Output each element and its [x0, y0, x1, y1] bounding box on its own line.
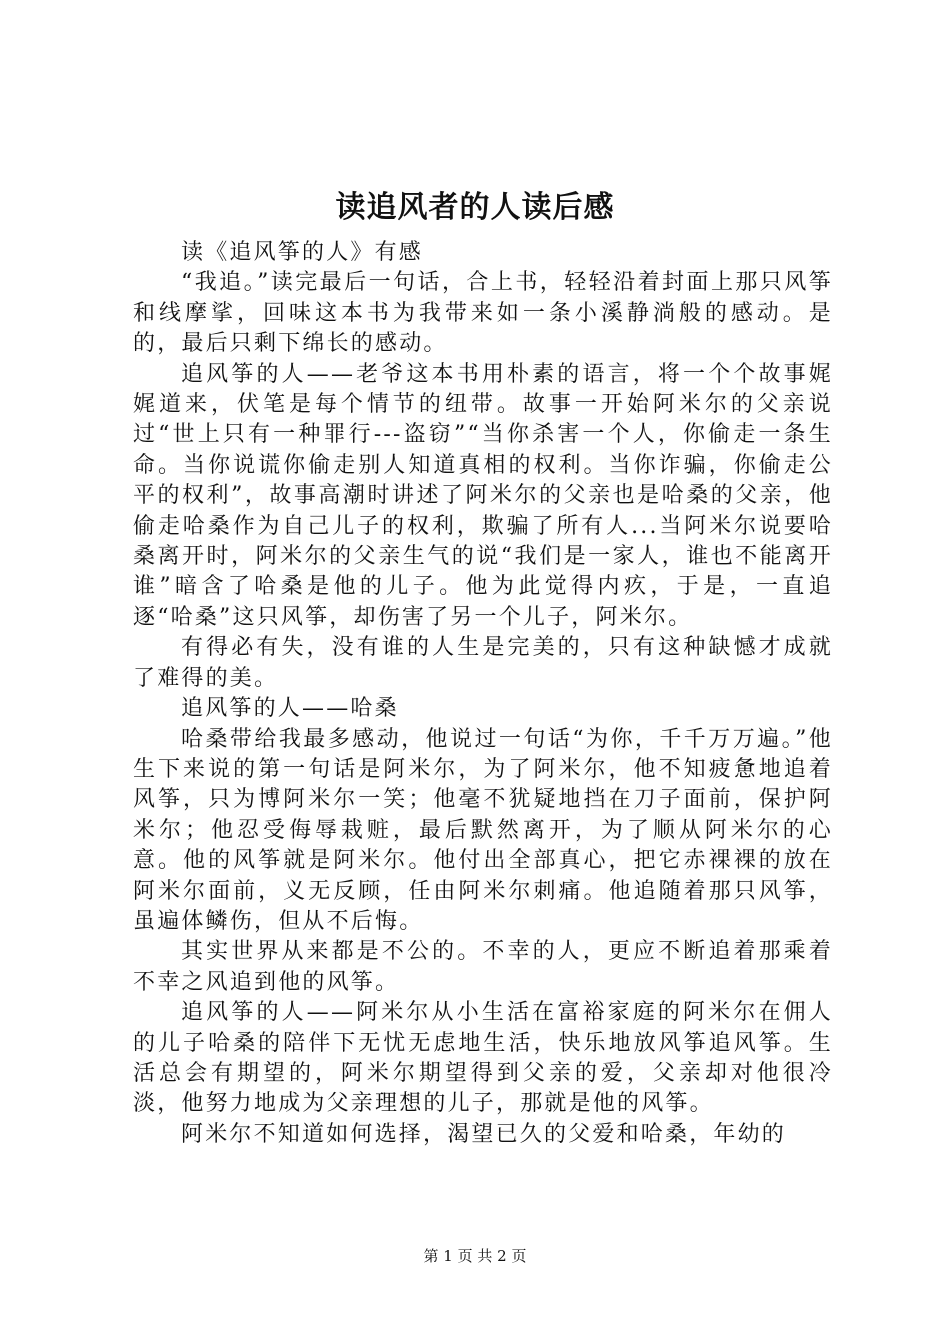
paragraph-6: 其实世界从来都是不公的。不幸的人，更应不断追着那乘着不幸之风追到他的风筝。	[133, 939, 833, 995]
paragraph-3: 有得必有失，没有谁的人生是完美的，只有这种缺憾才成就了难得的美。	[133, 635, 833, 691]
page-number: 第 1 页 共 2 页	[423, 1247, 527, 1265]
paragraph-7: 追风筝的人——阿米尔从小生活在富裕家庭的阿米尔在佣人的儿子哈桑的陪伴下无忧无虑地生活，快乐地放风筝追风筝。生活总会有期望的，阿米尔期望得到父亲的爱，父亲却对他很冷淡，他努力地成为父亲理想的儿子，那就是他的风筝。	[133, 1000, 833, 1117]
paragraph-subheading-hassan: 追风筝的人——哈桑	[181, 696, 399, 722]
paragraph-8: 阿米尔不知道如何选择，渴望已久的父爱和哈桑，年幼的	[181, 1121, 787, 1147]
document-body	[133, 238, 833, 1150]
paragraph-2: 追风筝的人——老爷这本书用朴素的语言，将一个个故事娓娓道来，伏笔是每个情节的纽带。故事一开始阿米尔的父亲说过“世上只有一种罪行---盗窃”“当你杀害一个人，你偷走一条生命。当你说谎你偷走别人知道真相的权利。当你诈骗，你偷走公平的权利”，故事高潮时讲述了阿米尔的父亲也是哈桑的父亲，他偷走哈桑作为自己儿子的权利，欺骗了所有人...当阿米尔说要哈桑离开时，阿米尔的父亲生气的说“我们是一家人，谁也不能离开谁”暗含了哈桑是他的儿子。他为此觉得内疚，于是，一直追逐“哈桑”这只风筝，却伤害了另一个儿子，阿米尔。	[133, 361, 833, 630]
paragraph-1: “我追。”读完最后一句话，合上书，轻轻沿着封面上那只风筝和线摩挲，回味这本书为我带来如一条小溪静淌般的感动。是的，最后只剩下绵长的感动。	[133, 270, 833, 357]
document-title: 读追风者的人读后感	[335, 190, 615, 225]
paragraph-subtitle: 读《追风筝的人》有感	[181, 240, 424, 265]
paragraph-5: 哈桑带给我最多感动，他说过一句话“为你，千千万万遍。”他生下来说的第一句话是阿米尔，为了阿米尔，他不知疲惫地追着风筝，只为博阿米尔一笑；他毫不犹疑地挡在刀子面前，保护阿米尔；他忍受侮辱栽赃，最后默然离开，为了顺从阿米尔的心意。他的风筝就是阿米尔。他付出全部真心，把它赤裸裸的放在阿米尔面前，义无反顾，任由阿米尔刺痛。他追随着那只风筝，虽遍体鳞伤，但从不后悔。	[133, 726, 833, 934]
